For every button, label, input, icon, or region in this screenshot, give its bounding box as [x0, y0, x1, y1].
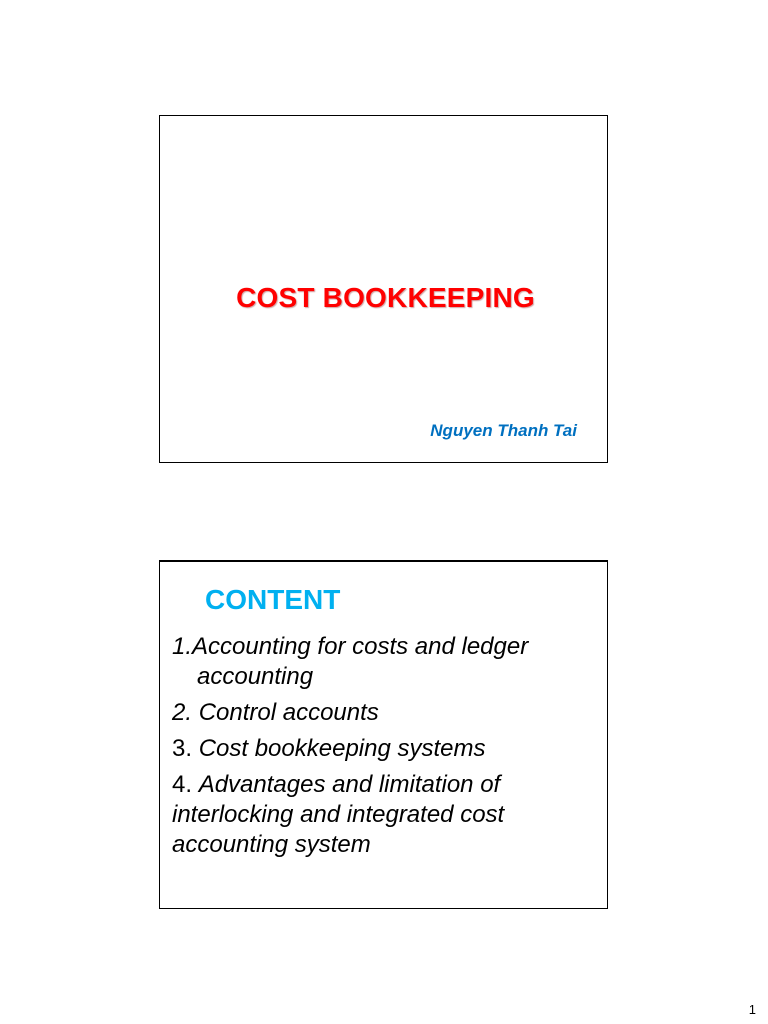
- content-item-1: [172, 632, 602, 692]
- page-number: 1: [748, 1002, 756, 1017]
- item-number: 3.: [172, 735, 199, 762]
- item-number: 1.: [172, 633, 193, 660]
- item-number: 2.: [172, 699, 199, 726]
- content-item-2: [172, 698, 602, 728]
- item-text: Accounting for costs and ledger: [192, 633, 529, 660]
- slide-title: COST BOOKKEEPING: [236, 282, 535, 313]
- item-text: Control accounts: [198, 699, 379, 726]
- content-list: [172, 632, 602, 866]
- content-item-4: [172, 770, 602, 860]
- item-number: 4.: [172, 771, 199, 798]
- content-slide: [159, 560, 608, 909]
- content-item-3: [172, 734, 602, 764]
- item-text-continued: accounting: [197, 663, 314, 690]
- item-text: Cost bookkeeping systems: [198, 735, 486, 762]
- content-heading: CONTENT: [205, 584, 341, 615]
- item-text: Advantages and limitation of interlocking and integrated cost accounting system: [172, 771, 505, 858]
- author-name: Nguyen Thanh Tai: [430, 421, 577, 440]
- title-slide: [159, 115, 608, 463]
